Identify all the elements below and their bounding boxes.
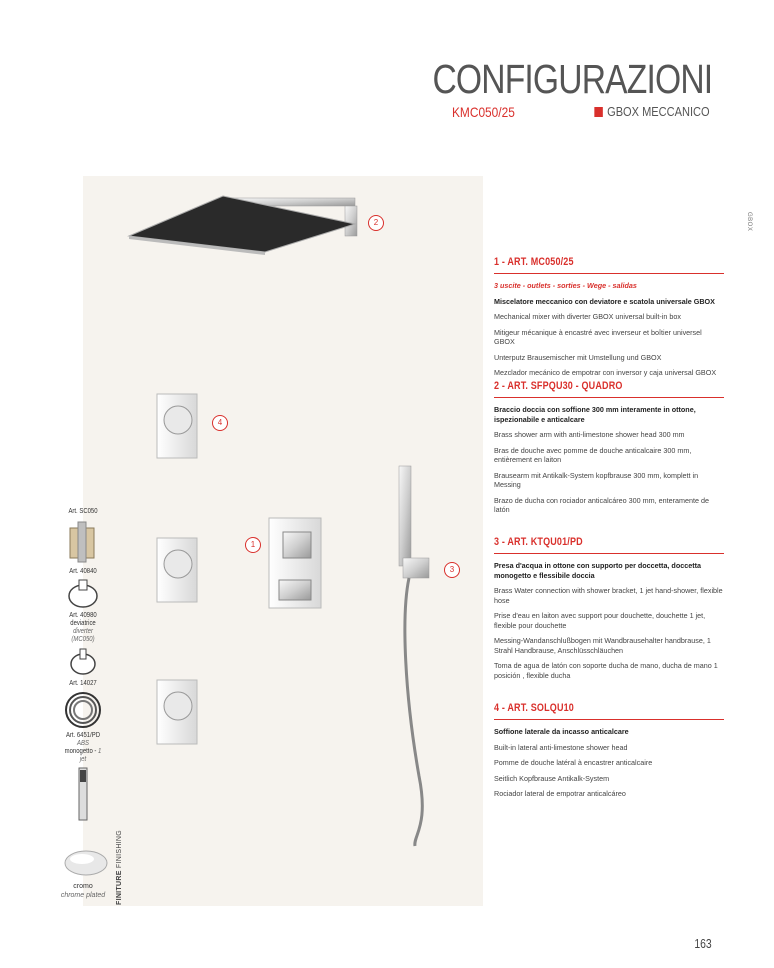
section-3-line: Prise d'eau en laiton avec support pour douchette, douchette 1 jet, flexible pour douchette [494, 611, 706, 630]
product-photo-panel [83, 176, 483, 906]
section-3-line: Brass Water connection with shower bracket, 1 jet hand-shower, flexible hose [494, 586, 723, 605]
section-1-title: 1 - ART. MC050/25 [494, 256, 574, 268]
callout-2: 2 [368, 215, 384, 231]
accessory-label-14027: Art. 14027 [69, 680, 97, 687]
section-4-line: Built-in lateral anti-limestone shower head [494, 742, 628, 752]
gbox-body-image [60, 518, 106, 566]
section-2 [494, 380, 724, 521]
cartridge-image [60, 578, 106, 610]
section-3 [494, 536, 724, 686]
section-2-rule [494, 397, 724, 398]
section-2-line: Brausearm mit Antikalk-System kopfbrause 300 mm, komplett in Messing [494, 470, 699, 489]
category-text: GBOX MECCANICO [607, 104, 710, 119]
page-title: CONFIGURAZIONI [432, 56, 712, 102]
side-jet-top [157, 394, 197, 458]
section-4-title: 4 - ART. SOLQU10 [494, 702, 574, 714]
section-4-rule [494, 719, 724, 720]
section-1-bold: Miscelatore meccanico con deviatore e scatola universale GBOX [494, 296, 715, 306]
chrome-finish-swatch [62, 848, 110, 878]
section-3-line: Messing-Wandanschlußbogen mit Wandbrausehalter handbrause, 1 Strahl Handbrause, Anschlüsschläuchen [494, 636, 711, 655]
accessory-label-40840: Art. 40840 [69, 568, 97, 575]
red-square-icon [595, 107, 604, 117]
section-1-rule [494, 273, 724, 274]
section-1-subtitle: 3 uscite - outlets - sorties - Wege - salidas [494, 281, 637, 290]
overhead-shower-head [129, 196, 357, 255]
section-4-line: Seitlich Kopfbrause Antikalk-System [494, 773, 610, 783]
section-4 [494, 702, 724, 805]
section-3-line: Toma de agua de latón con soporte ducha de mano, ducha de mano 1 posición , flexible ducha [494, 661, 718, 680]
section-2-line: Bras de douche avec pomme de douche anticalcaire 300 mm, entièrement en laiton [494, 445, 692, 464]
hand-shower-image [60, 766, 106, 822]
section-4-line: Pomme de douche latéral à encastrer anticalcaire [494, 758, 653, 767]
hose-coil-image [60, 690, 106, 730]
section-1 [494, 256, 724, 384]
accessory-label-sc050: Art. SC050 [68, 508, 98, 515]
accessory-label-6451pd: Art. 6451/PD ABS monogetto - 1 jet [64, 732, 102, 763]
section-4-line: Rociador lateral de empotrar anticalcáreo [494, 789, 626, 798]
section-4-bold: Soffione laterale da incasso anticalcare [494, 727, 629, 736]
section-2-bold: Braccio doccia con soffione 300 mm interamente in ottone, ispezionabile e anticalcare [494, 405, 696, 424]
side-tab-label: GBOX [746, 212, 752, 232]
section-2-line: Brazo de ducha con rociador anticalcáreo 300 mm, enteramente de latón [494, 495, 709, 514]
finish-label: cromo chrome plated [60, 883, 106, 899]
callout-3: 3 [444, 562, 460, 578]
side-jet-bottom [157, 680, 197, 744]
section-3-bold: Presa d'acqua in ottone con supporto per doccetta, doccetta monogetto e flessibile doccia [494, 561, 701, 580]
section-2-title: 2 - ART. SFPQU30 - QUADRO [494, 380, 623, 392]
section-3-rule [494, 553, 724, 554]
side-jet-middle [157, 538, 197, 602]
product-illustration [83, 176, 483, 906]
section-1-line: Unterputz Brausemischer mit Umstellung und GBOX [494, 352, 662, 362]
section-2-line: Brass shower arm with anti-limestone shower head 300 mm [494, 430, 685, 439]
model-code: KMC050/25 [452, 104, 515, 120]
page-number: 163 [694, 936, 712, 951]
accessory-label-40980: Art. 40980 deviatrice diverter (MC050) [69, 612, 97, 643]
finish-vertical-label: FINITURE FINISHING [116, 829, 123, 905]
diverter-image [60, 646, 106, 678]
accessory-column [58, 508, 108, 824]
callout-1: 1 [245, 537, 261, 553]
hand-shower [399, 466, 429, 846]
mixer-plate [269, 518, 321, 608]
section-1-line: Mezclador mecánico de empotrar con inversor y caja universal GBOX [494, 368, 717, 377]
category-label [595, 104, 710, 119]
section-3-title: 3 - ART. KTQU01/PD [494, 536, 583, 548]
callout-4: 4 [212, 415, 228, 431]
section-1-line: Mechanical mixer with diverter GBOX universal built-in box [494, 312, 681, 321]
section-1-line: Mitigeur mécanique à encastré avec inverseur et boîtier universel GBOX [494, 327, 702, 346]
